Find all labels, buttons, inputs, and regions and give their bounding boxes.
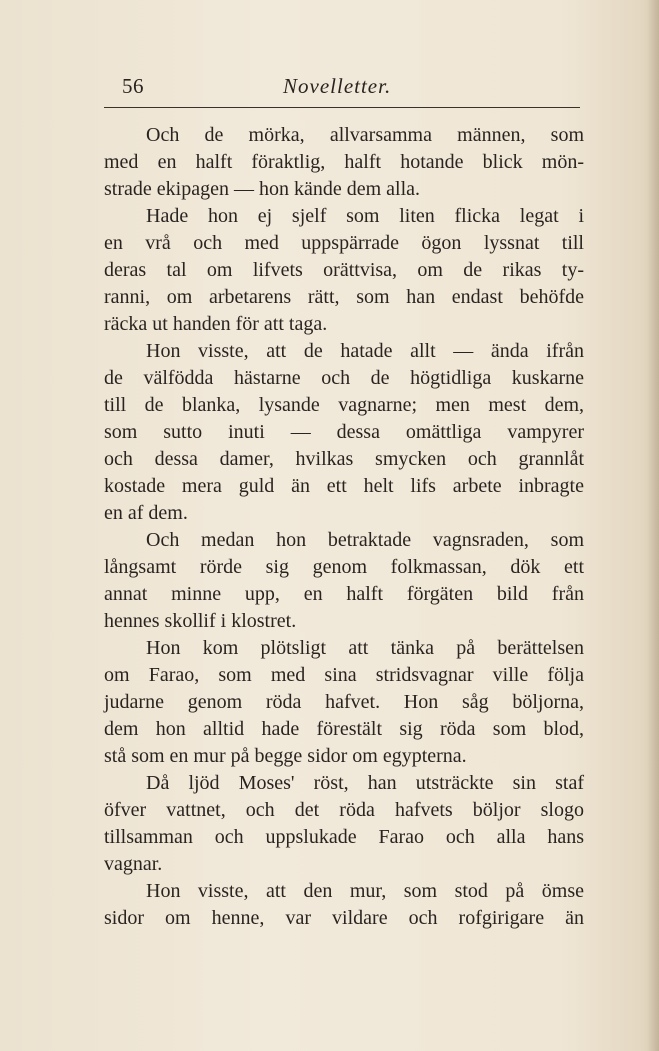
text-line: dem hon alltid hade förestält sig röda som blod, <box>104 718 584 740</box>
text-line: Då ljöd Moses' röst, han utsträckte sin staf <box>146 772 584 794</box>
text-line: öfver vattnet, och det röda hafvets böljor slogo <box>104 799 584 821</box>
text-line: sidor om henne, var vildare och rofgirigare än <box>104 907 584 929</box>
text-line: Hon kom plötsligt att tänka på berättelsen <box>146 637 584 659</box>
header-rule <box>104 107 580 108</box>
text-line: långsamt rörde sig genom folkmassan, dök ett <box>104 556 584 578</box>
text-line: en af dem. <box>104 502 188 524</box>
text-line: ranni, om arbetarens rätt, som han endast behöfde <box>104 286 584 308</box>
text-line: Och de mörka, allvarsamma männen, som <box>146 124 584 146</box>
text-line: Hon visste, att den mur, som stod på ömse <box>146 880 584 902</box>
text-line: kostade mera guld än ett helt lifs arbete inbragte <box>104 475 584 497</box>
text-line: tillsamman och uppslukade Farao och alla hans <box>104 826 584 848</box>
text-line: som sutto inuti — dessa omättliga vampyrer <box>104 421 584 443</box>
text-line: de välfödda hästarne och de högtidliga kuskarne <box>104 367 584 389</box>
text-line: judarne genom röda hafvet. Hon såg böljorna, <box>104 691 584 713</box>
body-text <box>104 122 584 932</box>
text-line: en vrå och med uppspärrade ögon lyssnat till <box>104 232 584 254</box>
text-line: till de blanka, lysande vagnarne; men mest dem, <box>104 394 584 416</box>
text-line: vagnar. <box>104 853 163 875</box>
text-line: hennes skollif i klostret. <box>104 610 297 632</box>
running-title: Novelletter. <box>283 74 392 98</box>
text-line: med en halft föraktlig, halft hotande blick mön- <box>104 151 584 173</box>
text-line: räcka ut handen för att taga. <box>104 313 328 335</box>
text-line: stå som en mur på begge sidor om egypterna. <box>104 745 467 767</box>
text-line: om Farao, som med sina stridsvagnar ville följa <box>104 664 584 686</box>
text-line: annat minne upp, en halft förgäten bild från <box>104 583 584 605</box>
page-header <box>100 72 580 102</box>
page-number: 56 <box>122 74 144 98</box>
text-line: Och medan hon betraktade vagnsraden, som <box>146 529 584 551</box>
text-line: och dessa damer, hvilkas smycken och grannlåt <box>104 448 584 470</box>
text-line: strade ekipagen — hon kände dem alla. <box>104 178 420 200</box>
page-edge-shadow <box>647 0 659 1051</box>
text-line: Hon visste, att de hatade allt — ända ifrån <box>146 340 584 362</box>
text-line: deras tal om lifvets orättvisa, om de rikas ty- <box>104 259 584 281</box>
text-line: Hade hon ej sjelf som liten flicka legat i <box>146 205 584 227</box>
